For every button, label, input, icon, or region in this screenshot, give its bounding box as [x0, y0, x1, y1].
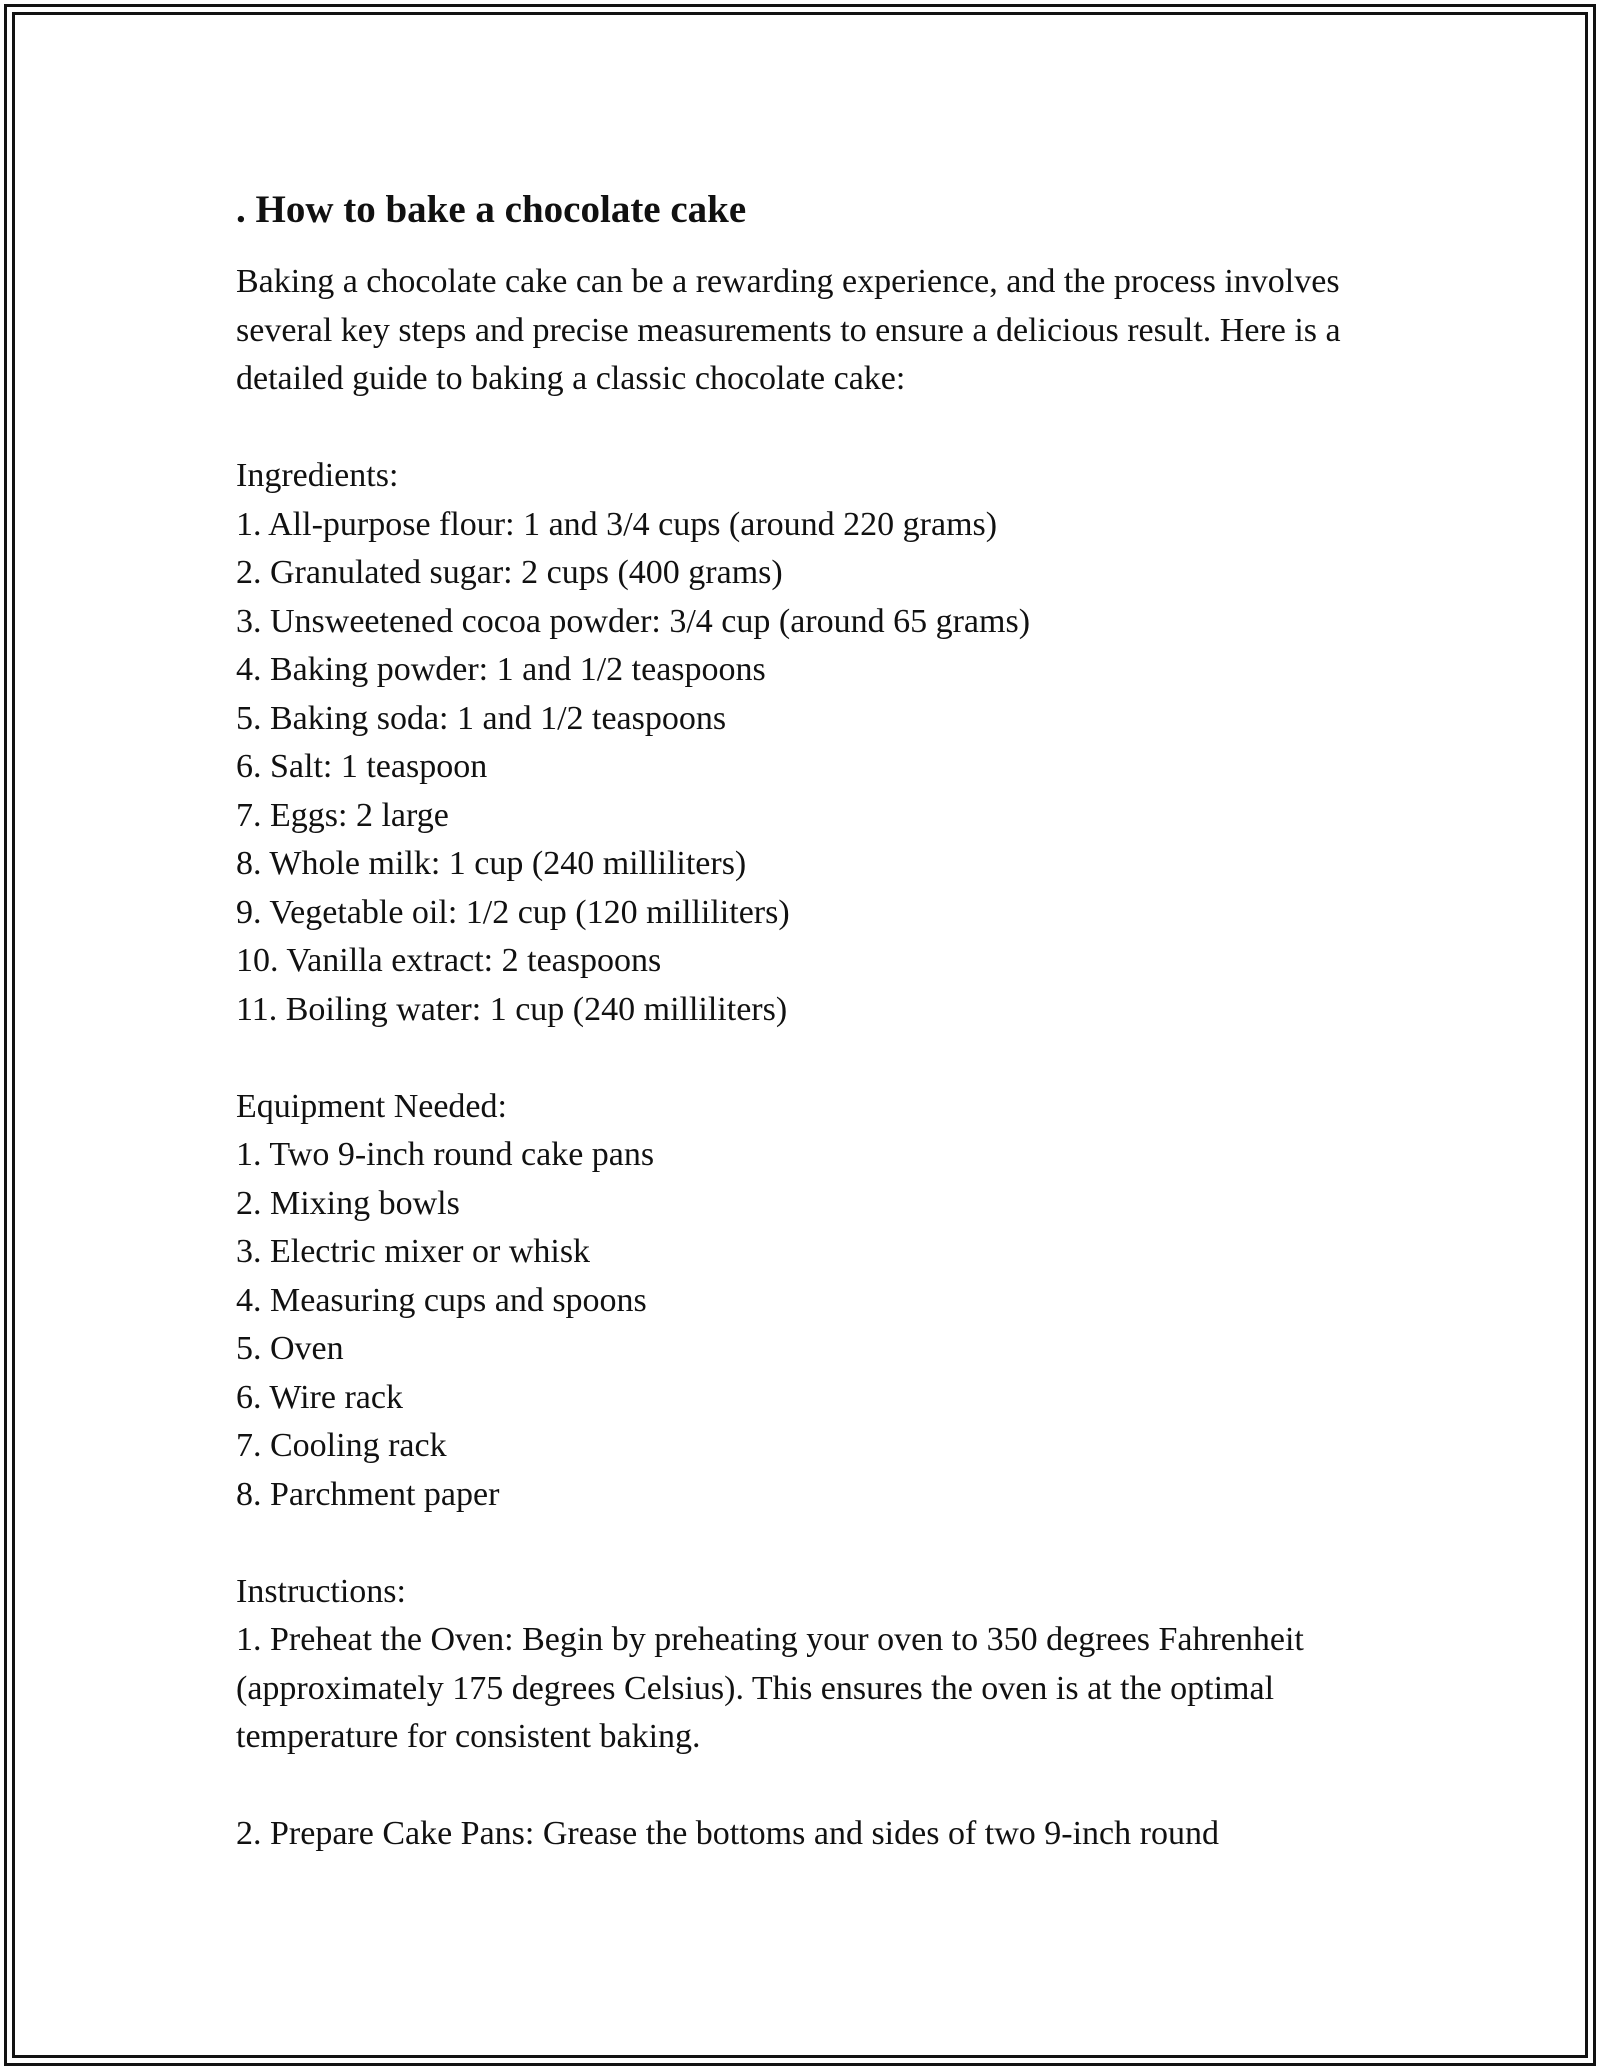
instructions-heading: Instructions: [236, 1572, 406, 1610]
list-item: 4. Measuring cups and spoons [236, 1281, 647, 1319]
equipment-heading: Equipment Needed: [236, 1087, 507, 1125]
list-item: 1. Two 9-inch round cake pans [236, 1136, 655, 1173]
instructions-section [236, 1568, 1376, 1859]
list-item: 4. Baking powder: 1 and 1/2 teaspoons [236, 651, 766, 688]
list-item: 8. Whole milk: 1 cup (240 milliliters) [236, 845, 747, 882]
list-item: 7. Cooling rack [236, 1427, 447, 1464]
list-item: 2. Granulated sugar: 2 cups (400 grams) [236, 554, 783, 591]
list-item: 6. Salt: 1 teaspoon [236, 748, 488, 785]
list-item: 1. All-purpose flour: 1 and 3/4 cups (around 220 grams) [236, 505, 998, 543]
list-item: 6. Wire rack [236, 1378, 403, 1416]
paragraph-gap [236, 1762, 1376, 1811]
list-item: 8. Parchment paper [236, 1475, 500, 1513]
list-item: 5. Oven [236, 1330, 344, 1367]
document-body [236, 186, 1376, 1859]
list-item: 2. Mixing bowls [236, 1184, 460, 1222]
list-item: 5. Baking soda: 1 and 1/2 teaspoons [236, 699, 727, 737]
intro-paragraph: Baking a chocolate cake can be a rewarding experience, and the process involves several key steps and precise measurements to ensure a delicious result. Here is a detailed guide to baking a classic chocolate cake: [236, 263, 1341, 397]
list-item: 11. Boiling water: 1 cup (240 milliliters) [236, 990, 788, 1028]
ingredients-section [236, 452, 1376, 1034]
list-item: 7. Eggs: 2 large [236, 796, 449, 834]
list-item: 3. Unsweetened cocoa powder: 3/4 cup (around 65 grams) [236, 602, 1031, 640]
list-item: 9. Vegetable oil: 1/2 cup (120 milliliters) [236, 893, 790, 931]
page-title: . How to bake a chocolate cake [236, 188, 747, 231]
list-item: 10. Vanilla extract: 2 teaspoons [236, 942, 662, 979]
instruction-step: 1. Preheat the Oven: Begin by preheating your oven to 350 degrees Fahrenheit (approximately 175 degrees Celsius). This ensures the oven is at the optimal temperature for consistent baking. [236, 1621, 1304, 1755]
list-item: 3. Electric mixer or whisk [236, 1233, 591, 1270]
ingredients-heading: Ingredients: [236, 457, 399, 494]
equipment-section [236, 1083, 1376, 1520]
instruction-step: 2. Prepare Cake Pans: Grease the bottoms and sides of two 9-inch round [236, 1815, 1219, 1852]
